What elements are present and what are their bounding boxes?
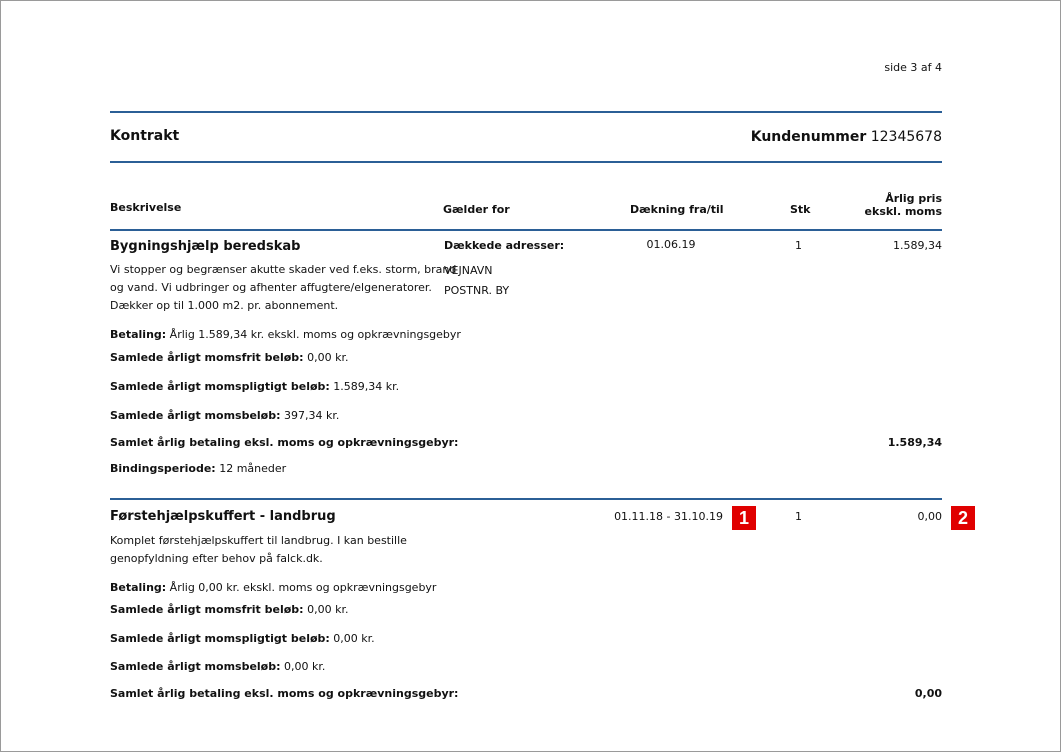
item-2-vat-value: 0,00 kr. [284,660,326,673]
item-1-binding [110,462,286,475]
item-2-payment [110,581,436,594]
item-2-vatable-label: Samlede årligt momspligtigt beløb: [110,632,330,645]
item-1-vatfree-label: Samlede årligt momsfrit beløb: [110,351,304,364]
item-2-vatfree-label: Samlede årligt momsfrit beløb: [110,603,304,616]
item-1-qty: 1 [795,239,802,252]
col-header-description: Beskrivelse [110,201,182,214]
item-2-description-line: genopfyldning efter behov på falck.dk. [110,552,323,565]
item-1-title: Bygningshjælp beredskab [110,239,301,254]
item-1-payment [110,328,461,341]
item-2-description-line: Komplet førstehjælpskuffert til landbrug. I kan bestille [110,534,407,547]
item-1-binding-label: Bindingsperiode: [110,462,216,475]
item-2-qty: 1 [795,510,802,523]
item-2-vat [110,660,325,673]
header-bottom-rule [110,161,942,163]
marker-1: 1 [732,506,756,530]
customer-number-label: Kundenummer [750,129,867,145]
item-1-description [110,261,456,315]
item-2-payment-text: Årlig 0,00 kr. ekskl. moms og opkrævningsgebyr [169,581,437,594]
page-number: side 3 af 4 [884,61,942,74]
item-1-binding-value: 12 måneder [219,462,287,475]
item-2-payment-label: Betaling: [110,581,167,594]
item-1-vatfree [110,351,348,364]
item-1-price: 1.589,34 [893,239,942,252]
page-title: Kontrakt [110,128,180,144]
columns-rule [110,229,942,231]
item-1-description-line: og vand. Vi udbringer og afhenter affugtere/elgeneratorer. [110,281,432,294]
item-2-vatable-value: 0,00 kr. [333,632,375,645]
item-2-coverage: 01.11.18 - 31.10.19 [614,510,723,523]
item-1-vatable-label: Samlede årligt momspligtigt beløb: [110,380,330,393]
item-1-vat-value: 397,34 kr. [284,409,340,422]
item-1-address-city: POSTNR. BY [444,284,510,297]
item-1-description-line: Dækker op til 1.000 m2. pr. abonnement. [110,299,339,312]
col-header-qty: Stk [790,203,811,216]
item-1-vatable [110,380,399,393]
item-1-address-street: VEJNAVN [444,264,493,277]
col-header-price-line2: ekskl. moms [864,205,942,218]
marker-2: 2 [951,506,975,530]
item-separator-rule [110,498,942,500]
item-1-coverage: 01.06.19 [646,238,696,251]
item-2-total-value: 0,00 [914,687,942,700]
item-1-total-value: 1.589,34 [887,436,942,449]
col-header-coverage: Dækning fra/til [630,203,724,216]
item-1-total-label: Samlet årlig betaling eksl. moms og opkrævningsgebyr: [110,436,459,449]
item-1-payment-text: Årlig 1.589,34 kr. ekskl. moms og opkrævningsgebyr [169,328,461,341]
item-1-vatable-value: 1.589,34 kr. [333,380,400,393]
item-1-vatfree-value: 0,00 kr. [307,351,349,364]
item-2-total-label: Samlet årlig betaling eksl. moms og opkrævningsgebyr: [110,687,459,700]
item-1-vat-label: Samlede årligt momsbeløb: [110,409,281,422]
item-2-vatfree-value: 0,00 kr. [307,603,349,616]
customer-number-value: 12345678 [870,129,942,145]
item-1-payment-label: Betaling: [110,328,167,341]
item-1-vat [110,409,339,422]
customer-number [751,129,942,145]
item-2-price: 0,00 [917,510,942,523]
item-2-description [110,532,407,568]
item-2-vatfree [110,603,348,616]
item-2-vatable [110,632,375,645]
item-2-title: Førstehjælpskuffert - landbrug [110,509,336,524]
item-1-description-line: Vi stopper og begrænser akutte skader ved f.eks. storm, brand [110,263,457,276]
header-top-rule [110,111,942,113]
item-1-covered-addresses-label: Dækkede adresser: [444,239,565,252]
col-header-price [865,192,942,218]
col-header-price-line1: Årlig pris [885,192,942,205]
item-2-vat-label: Samlede årligt momsbeløb: [110,660,281,673]
col-header-applies-to: Gælder for [443,203,510,216]
